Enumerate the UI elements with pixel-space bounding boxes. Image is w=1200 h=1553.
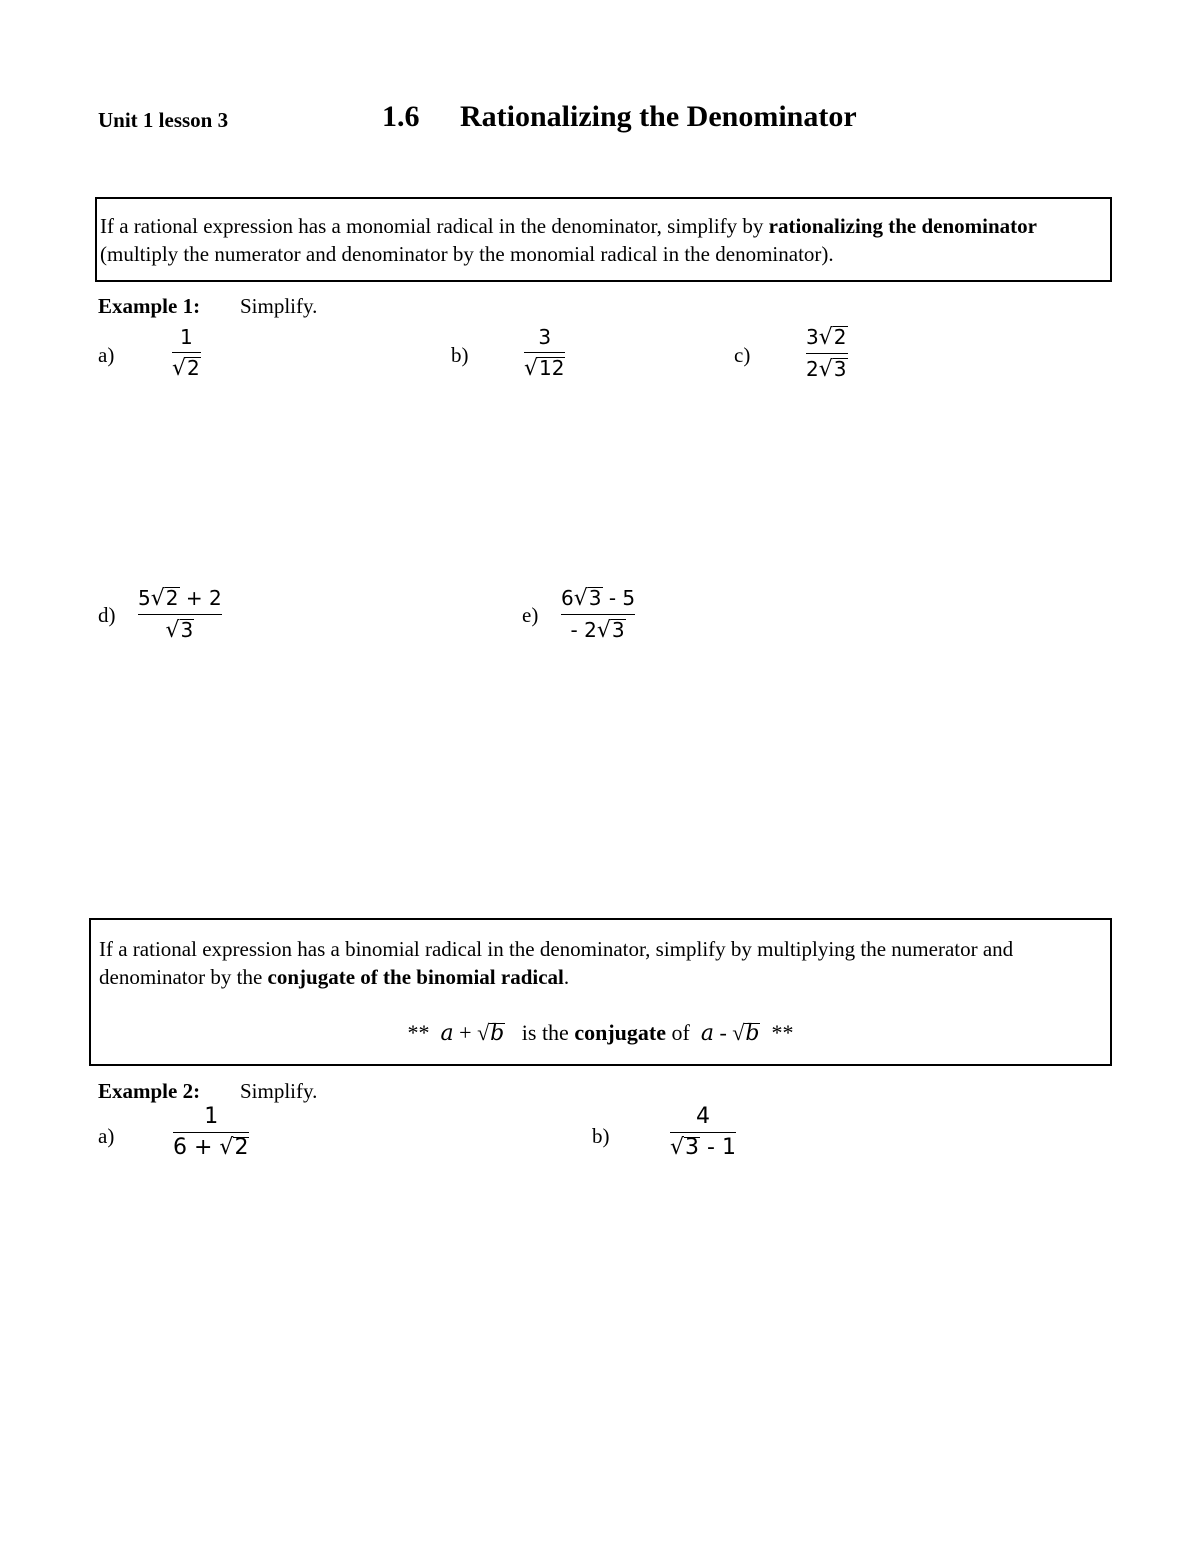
radical: √3 [670,1135,700,1160]
example-1-part-e-label: e) [522,603,539,627]
radical: √b [732,1020,760,1046]
numerator: 1 [180,325,193,349]
radical: √b [477,1020,505,1046]
rule-text-start: If a rational expression has a monomial radical in the denominator, simplify by [100,214,769,238]
example-1-part-b-fraction [524,324,565,382]
example-2-instruction: Simplify. [240,1079,318,1103]
fraction-bar [524,352,565,353]
denominator: 6 + √2 [173,1135,249,1160]
denominator [172,355,201,382]
rule-text-end: (multiply the numerator and denominator by the monomial radical in the denominator). [100,242,834,266]
denominator: 2√3 [806,357,847,382]
example-1-part-d-label: d) [98,603,116,627]
numerator: 4 [695,1104,710,1129]
example-1-part-a-label: a) [98,343,115,367]
example-1-part-a-fraction [172,324,201,382]
example-2-heading [98,1079,317,1104]
example-1-part-c-fraction [806,324,848,383]
radical: √3 [573,586,602,611]
radical: √2 [172,356,200,381]
radical: √3 [596,618,625,643]
fraction-bar [138,614,222,615]
example-1-instruction: Simplify. [240,294,318,318]
example-1-part-c-label: c) [734,343,751,367]
fraction-bar [806,353,848,354]
example-1-heading [98,294,317,319]
radical: √12 [524,356,565,381]
radical: √3 [165,618,194,643]
rule-bold-term: rationalizing the denominator [768,214,1037,238]
numerator: 1 [204,1104,219,1129]
example-2-label: Example 2: [98,1079,201,1103]
example-2-part-b-fraction [670,1104,736,1161]
numerator: 3 [538,325,552,349]
rule-box-monomial [95,197,1112,282]
denominator [138,617,222,644]
example-2-part-b-label: b) [592,1124,610,1148]
fraction-bar [173,1132,249,1133]
denominator: - 2√3 [570,618,625,643]
denominator: √3 - 1 [670,1135,736,1160]
conjugate-formula: ** a + √b is the conjugate of a - √b ** [407,1020,794,1046]
fraction-bar [561,614,635,615]
rule-text-start: If a rational expression has a binomial radical in the denominator, simplify by multiplying the numerator and denominator by the [99,937,1014,989]
rule-box-binomial [89,918,1112,1066]
example-2-part-a-fraction [173,1104,249,1161]
numerator: 3√2 [806,325,847,350]
example-1-label: Example 1: [98,294,201,318]
fraction-bar [172,352,201,353]
unit-lesson-label: Unit 1 lesson 3 [98,108,229,132]
example-2-part-a-label: a) [98,1124,115,1148]
numerator: 6√3 - 5 [561,586,636,611]
example-1-part-b-label: b) [451,343,469,367]
radical: √2 [219,1135,249,1160]
example-1-part-e-fraction [561,585,635,644]
example-1-part-d-fraction [138,585,222,644]
section-title: Rationalizing the Denominator [460,100,857,133]
numerator: 5√2 + 2 [138,586,222,611]
denominator [524,355,565,382]
radical: √2 [150,586,179,611]
rule-text-end: . [563,965,570,989]
section-number: 1.6 [382,100,420,133]
radical: √2 [818,325,847,350]
fraction-bar [670,1132,736,1133]
rule-bold-term: conjugate of the binomial radical [267,965,564,989]
radical: √3 [818,357,847,382]
page-title [382,100,857,134]
